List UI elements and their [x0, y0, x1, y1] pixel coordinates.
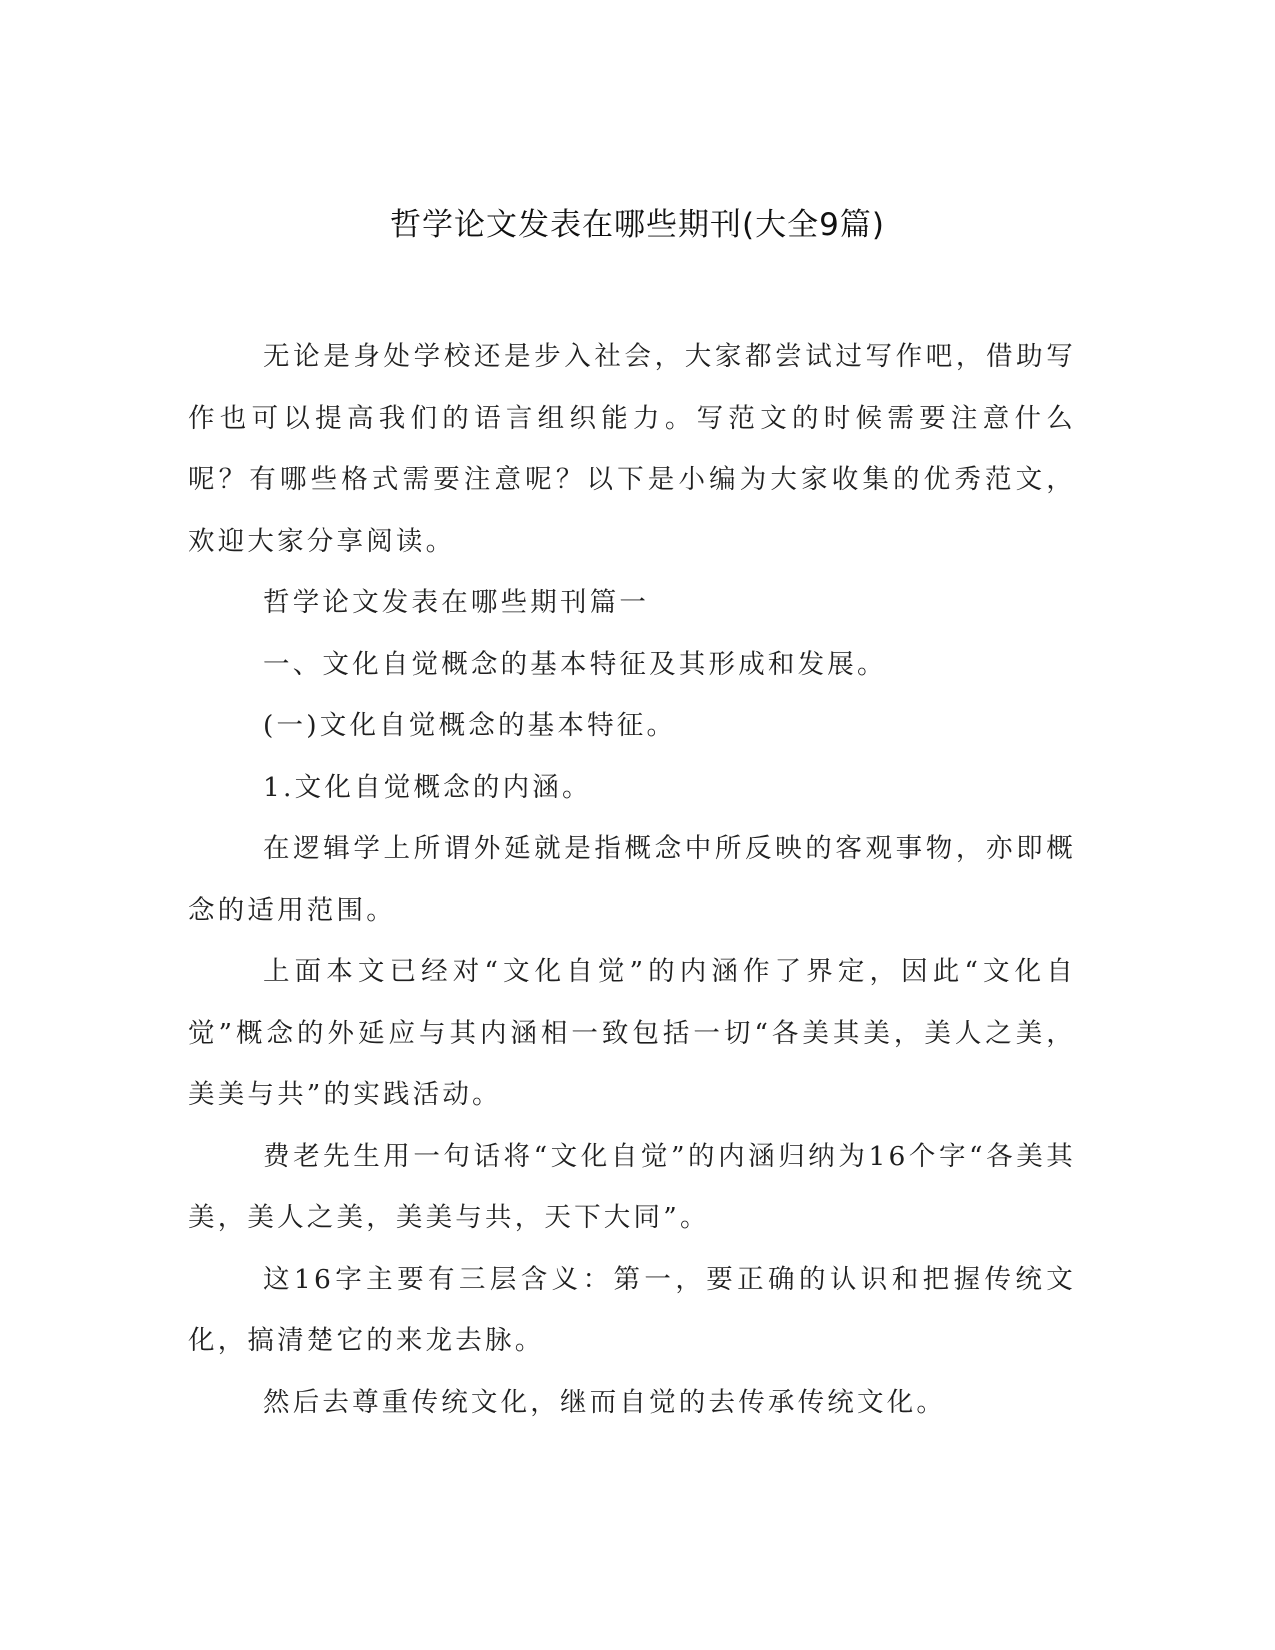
paragraph-heading-1: 一、文化自觉概念的基本特征及其形成和发展。: [263, 648, 887, 680]
paragraph-intro: 无论是身处学校还是步入社会，大家都尝试过写作吧，借助写作也可以提高我们的语言组织能力。写范文的时候需要注意什么呢？有哪些格式需要注意呢？以下是小编为大家收集的优秀范文，欢迎大家分享阅读。: [188, 341, 1076, 557]
paragraph-text: 在逻辑学上所谓外延就是指概念中所反映的客观事物，亦即概念的适用范围。: [188, 833, 1076, 926]
paragraph-text: 这16字主要有三层含义：第一，要正确的认识和把握传统文化，搞清楚它的来龙去脉。: [188, 1263, 1076, 1356]
paragraph-text: 然后去尊重传统文化，继而自觉的去传承传统文化。: [263, 1386, 947, 1418]
document-body: [188, 326, 1076, 1433]
paragraph-text: 上面本文已经对“文化自觉”的内涵作了界定，因此“文化自觉”概念的外延应与其内涵相一致包括一切“各美其美，美人之美，美美与共”的实践活动。: [188, 956, 1076, 1110]
document-title: 哲学论文发表在哪些期刊(大全9篇): [390, 207, 885, 243]
paragraph-section-heading: 哲学论文发表在哪些期刊篇一: [263, 587, 650, 618]
paragraph-heading-1-1: (一)文化自觉概念的基本特征。: [263, 710, 677, 741]
paragraph-text: 费老先生用一句话将“文化自觉”的内涵归纳为16个字“各美其美，美人之美，美美与共，天下大同”。: [188, 1140, 1076, 1233]
paragraph-heading-1-1-1: 1.文化自觉概念的内涵。: [263, 771, 592, 803]
